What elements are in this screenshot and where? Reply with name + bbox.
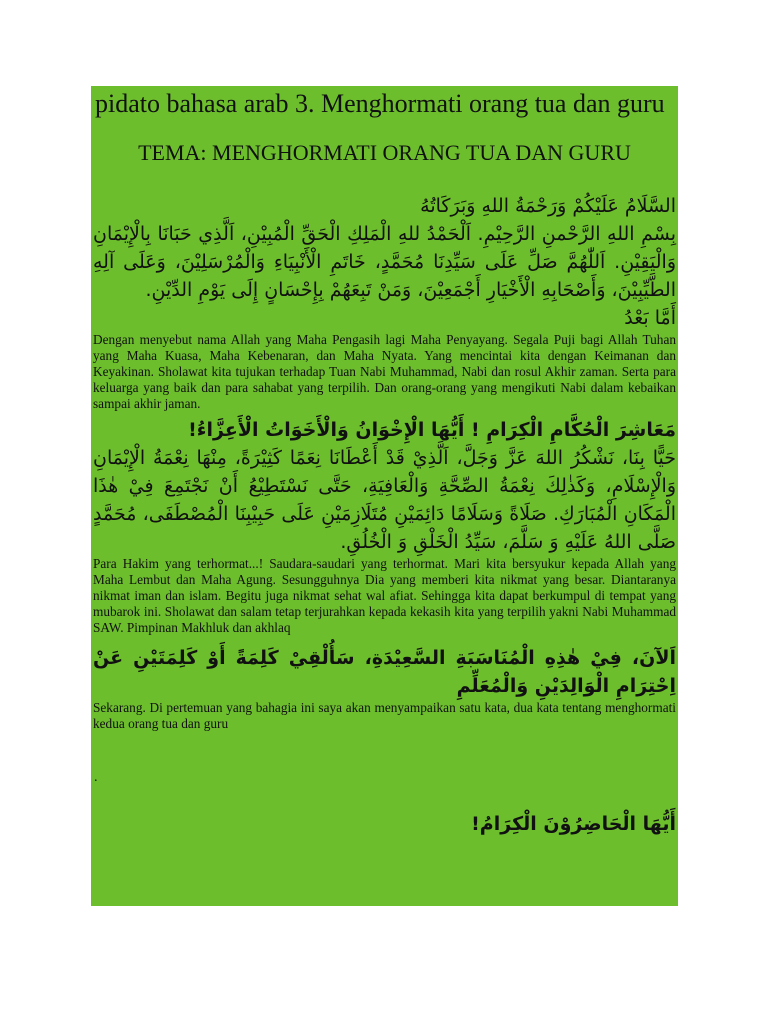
opening-arabic: بِسْمِ اللهِ الرَّحْمنِ الرَّحِيْمِ. اَلْحَمْدُ للهِ الْمَلِكِ الْحَقِّ الْمُبِيْنِ، اَلَّذِي حَبَانَا بِالْإِيْمَانِ وَالْيَقِيْنِ. اَللّٰهُمَّ صَلِّ عَلَى سَيِّدِنَا مُحَمَّدٍ، خَاتَمِ الْأَنْبِيَاءِ وَالْمُرْسَلِيْنَ، وَعَلَى آلِهِ الطَّيِّبِيْنَ، وَأَصْحَابِهِ الْأَخْيَارِ أَجْمَعِيْنَ، وَمَنْ تَبِعَهُمْ بِإِحْسَانٍ إِلَى يَوْمِ الدِّيْنِ. bbox=[93, 223, 676, 301]
salam-arabic: السَّلَامُ عَلَيْكُمْ وَرَحْمَةُ اللهِ وَبَرَكَاتُهُ bbox=[420, 195, 676, 217]
topic-arabic: اَلآنَ، فِيْ هٰذِهِ الْمُنَاسَبَةِ السَّعِيْدَةِ، سَأُلْقِيْ كَلِمَةً أَوْ كَلِمَتَيْنِ عَنْ اِحْتِرَامِ الْوَالِدَيْنِ وَالْمُعَلِّمِ bbox=[93, 647, 676, 697]
gratitude-arabic: حَيًّا بِنَا، نَشْكُرُ اللهَ عَزَّ وَجَلَّ، اَلَّذِيْ قَدْ أَعْطَانَا نِعَمًا كَثِيْرَةً، مِنْهَا نِعْمَةُ الْإِيْمَانِ وَالْإِسْلَامِ، وَكَذٰلِكَ نِعْمَةُ الصِّحَّةِ وَالْعَافِيَةِ، حَتَّى نَسْتَطِيْعُ أَنْ نَجْتَمِعَ فِيْ هٰذَا الْمَكَانِ الْمُبَارَكِ. صَلَاةً وَسَلَامًا دَائِمَيْنِ مُتَلَازِمَيْنِ عَلَى حَبِيْبِنَا الْمُصْطَفَى، مُحَمَّدٍ صَلَّى اللهُ عَلَيْهِ وَ سَلَّمَ، سَيِّدُ الْخَلْقِ وَ الْخُلُقِ. bbox=[93, 447, 676, 553]
document-page bbox=[91, 86, 678, 906]
document-title: pidato bahasa arab 3. Menghormati orang tua dan guru bbox=[95, 89, 665, 118]
opening-translation: Dengan menyebut nama Allah yang Maha Pengasih lagi Maha Penyayang. Segala Puji bagi Allah Tuhan yang Maha Kuasa, Maha Kebenaran, dan Maha Nyata. Yang mencintai kita dengan Keimanan dan Keyakinan. Sholawat kita tujukan terhadap Tuan Nabi Muhammad, Nabi dan rosul Akhir zaman. Serta para keluarga yang baik dan para sahabat yang terpilih. Dan orang-orang yang mengikuti Nabi dalam kebaikan sampai akhir jaman. bbox=[93, 332, 676, 411]
gratitude-translation: Para Hakim yang terhormat...! Saudara-saudari yang terhormat. Mari kita bersyukur kepada Allah yang Maha Lembut dan Maha Agung. Sesungguhnya Dia yang memberi kita nikmat yang besar. Diantaranya nikmat iman dan islam. Begitu juga nikmat sehat wal afiat. Sehingga kita dapat berkumpul di tempat yang mubarok ini. Sholawat dan salam tetap terjurahkan kepada kekasih kita yang terpilih yakni Nabi Muhammad SAW. Pimpinan Makhluk dan akhlaq bbox=[93, 556, 676, 635]
amma-bad-arabic: أَمَّا بَعْدُ bbox=[624, 307, 676, 329]
topic-translation: Sekarang. Di pertemuan yang bahagia ini saya akan menyampaikan satu kata, dua kata tentang menghormati kedua orang tua dan guru bbox=[93, 700, 676, 731]
closing-arabic: أَيُّهَا الْحَاضِرُوْنَ الْكِرَامُ! bbox=[471, 813, 676, 835]
greeting-arabic: مَعَاشِرَ الْحُكَّامِ الْكِرَامِ ! أَيُّهَا الْإِخْوَانُ وَالْأَخَوَاتُ الْأَعِزَّاءُ! bbox=[188, 419, 676, 441]
theme-heading: TEMA: MENGHORMATI ORANG TUA DAN GURU bbox=[138, 140, 631, 165]
separator-dot: . bbox=[94, 770, 98, 785]
